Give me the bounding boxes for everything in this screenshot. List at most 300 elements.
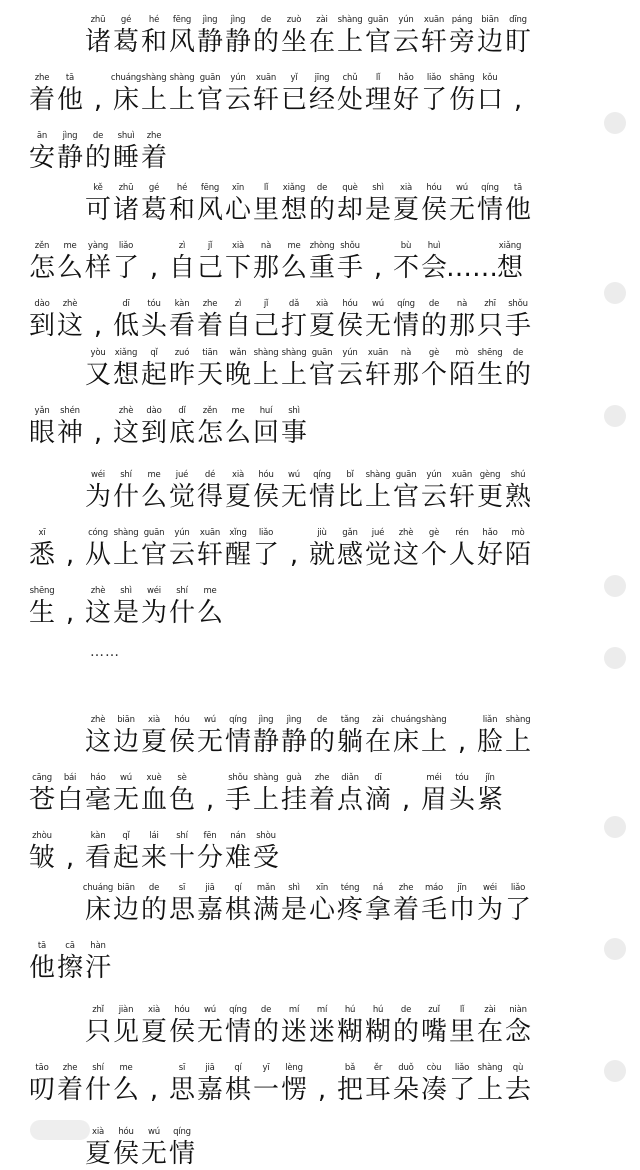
hanzi: 手	[224, 785, 251, 815]
ruby-character	[28, 772, 56, 816]
pinyin: sī	[178, 1063, 186, 1073]
hanzi: 轩	[252, 85, 279, 115]
pinyin: wéi	[483, 883, 497, 893]
pinyin: shàng	[337, 15, 363, 25]
text-line	[28, 700, 588, 758]
pinyin: hóu	[258, 470, 274, 480]
text-line	[28, 168, 588, 226]
hanzi: 起	[140, 360, 167, 390]
hanzi: ,	[373, 253, 383, 283]
ruby-character	[504, 469, 532, 513]
pinyin: de	[260, 1005, 272, 1015]
hanzi: ,	[65, 598, 75, 628]
scroll-dot[interactable]	[604, 1060, 626, 1082]
pinyin: xià	[91, 1127, 104, 1137]
pinyin: de	[428, 299, 440, 309]
hanzi: 么	[140, 482, 167, 512]
hanzi: 静	[252, 727, 279, 757]
pinyin: chuáng	[82, 883, 114, 893]
hanzi: 无	[364, 311, 391, 341]
ruby-character	[308, 527, 336, 571]
pinyin: shǒu	[228, 773, 248, 783]
pinyin: tā	[65, 73, 75, 83]
pinyin: tiān	[202, 348, 218, 358]
pinyin: qí	[234, 1063, 242, 1073]
pinyin: zài	[316, 15, 328, 25]
pinyin: jǐ	[207, 241, 213, 251]
ruby-character	[336, 772, 364, 816]
hanzi: 云	[336, 360, 363, 390]
hanzi: 云	[168, 540, 195, 570]
hanzi: 理	[364, 85, 391, 115]
hanzi: 睡	[112, 143, 139, 173]
pinyin: yǐ	[290, 73, 298, 83]
ruby-character	[112, 347, 140, 391]
ruby-character	[364, 527, 392, 571]
hanzi: 情	[476, 195, 503, 225]
hanzi: 为	[140, 598, 167, 628]
pinyin: de	[260, 15, 272, 25]
text-line	[28, 816, 588, 874]
pinyin: nà	[400, 348, 412, 358]
hanzi: 上	[336, 27, 363, 57]
pinyin: tóu	[455, 773, 469, 783]
ruby-character	[392, 882, 420, 926]
pinyin: lèng	[285, 1063, 303, 1073]
text-line	[28, 226, 588, 284]
ruby-character	[392, 240, 420, 284]
ruby-character	[56, 240, 84, 284]
pinyin: biān	[481, 15, 499, 25]
text-line	[28, 868, 588, 926]
ruby-character	[196, 405, 224, 449]
pinyin: shú	[510, 470, 526, 480]
hanzi: 眼	[28, 418, 55, 448]
pinyin: shēng	[477, 348, 503, 358]
ruby-character	[252, 469, 280, 513]
pinyin: wú	[288, 470, 300, 480]
hanzi: 轩	[364, 360, 391, 390]
ruby-character	[476, 182, 504, 226]
pinyin: méi	[426, 773, 442, 783]
hanzi: 着	[308, 785, 335, 815]
ruby-character	[504, 714, 532, 758]
ruby-character	[420, 772, 448, 816]
hanzi: 到	[140, 418, 167, 448]
ruby-character	[252, 240, 280, 284]
pinyin: qíng	[229, 715, 247, 725]
hanzi: 想	[112, 360, 139, 390]
hanzi: 诸	[112, 195, 139, 225]
ruby-character	[476, 347, 504, 391]
hanzi: 口	[476, 85, 503, 115]
hanzi: 是	[112, 598, 139, 628]
hanzi: 棋	[224, 895, 251, 925]
hanzi: 云	[224, 85, 251, 115]
ruby-character	[392, 347, 420, 391]
pinyin: xuān	[199, 528, 221, 538]
pinyin: hóu	[174, 715, 190, 725]
hanzi: 下	[224, 253, 251, 283]
ruby-character	[140, 405, 168, 449]
hanzi: 他	[28, 953, 55, 983]
hanzi: 巾	[448, 895, 475, 925]
hanzi: 他	[504, 195, 531, 225]
hanzi: 轩	[196, 540, 223, 570]
ruby-character	[84, 585, 112, 629]
ruby-character	[224, 1004, 252, 1048]
hanzi: 一	[252, 1075, 279, 1105]
pinyin: yún	[230, 73, 246, 83]
pinyin: zuó	[174, 348, 190, 358]
ruby-character	[56, 772, 84, 816]
pinyin: zhè	[398, 528, 414, 538]
ruby-character	[168, 182, 196, 226]
ruby-character	[112, 182, 140, 226]
paragraph	[28, 700, 588, 874]
ruby-character	[224, 14, 252, 58]
ruby-character	[308, 772, 336, 816]
hanzi: 夏	[84, 1139, 111, 1169]
ruby-character	[252, 1062, 280, 1106]
scroll-dot[interactable]	[604, 938, 626, 960]
ruby-character	[140, 585, 168, 629]
hanzi: 上	[168, 85, 195, 115]
ruby-character	[392, 714, 420, 758]
ruby-character	[56, 405, 84, 449]
ruby-character	[168, 1004, 196, 1048]
hanzi: 的	[252, 1017, 279, 1047]
hanzi: 陌	[448, 360, 475, 390]
ruby-character	[420, 182, 448, 226]
ruby-character	[252, 347, 280, 391]
pinyin: jǐn	[485, 773, 495, 783]
hanzi: 这	[56, 311, 83, 341]
pinyin: tā	[513, 183, 523, 193]
ruby-character	[196, 14, 224, 58]
pinyin: guān	[311, 348, 333, 358]
pinyin: zhū	[118, 183, 134, 193]
hanzi: 样	[84, 253, 111, 283]
ruby-character	[280, 527, 308, 571]
ruby-character	[28, 405, 56, 449]
hanzi: 这	[392, 540, 419, 570]
ruby-character	[140, 182, 168, 226]
pinyin: xià	[231, 241, 244, 251]
ruby-character	[448, 347, 476, 391]
hanzi: 是	[364, 195, 391, 225]
pinyin: wú	[456, 183, 468, 193]
hanzi: 静	[224, 27, 251, 57]
hanzi: 低	[112, 311, 139, 341]
scroll-dot[interactable]	[604, 282, 626, 304]
pinyin: gé	[120, 15, 132, 25]
pinyin: kàn	[174, 299, 190, 309]
hanzi: 着	[56, 1075, 83, 1105]
ruby-character	[392, 72, 420, 116]
ruby-character	[308, 882, 336, 926]
hanzi: 滴	[364, 785, 391, 815]
ruby-character	[168, 714, 196, 758]
hanzi: 上	[252, 785, 279, 815]
pinyin: wéi	[147, 586, 161, 596]
paragraph	[28, 455, 588, 629]
pinyin: zì	[178, 241, 186, 251]
ruby-character	[448, 14, 476, 58]
ruby-character	[168, 585, 196, 629]
hanzi: 躺	[336, 727, 363, 757]
ruby-character	[336, 1062, 364, 1106]
ruby-character	[476, 714, 504, 758]
pinyin: zhe	[314, 773, 330, 783]
hanzi: 糊	[364, 1017, 391, 1047]
ruby-character	[196, 585, 224, 629]
hanzi: 什	[112, 482, 139, 512]
ruby-character	[196, 240, 224, 284]
pinyin: dī	[374, 773, 382, 783]
pinyin: yún	[342, 348, 358, 358]
ruby-character	[140, 72, 168, 116]
scroll-dot[interactable]	[604, 575, 626, 597]
ruby-character	[224, 182, 252, 226]
ruby-character	[84, 772, 112, 816]
pinyin: bǐ	[346, 470, 354, 480]
text-line	[28, 513, 588, 571]
pinyin: yàng	[87, 241, 109, 251]
hanzi: 重	[308, 253, 335, 283]
pinyin: shí	[176, 586, 188, 596]
hanzi: 什	[84, 1075, 111, 1105]
pinyin: guà	[286, 773, 302, 783]
ruby-character	[392, 182, 420, 226]
ruby-character	[112, 1126, 140, 1170]
pinyin: biān	[117, 883, 135, 893]
pinyin: me	[147, 470, 161, 480]
pinyin: dào	[146, 406, 162, 416]
pinyin: mí	[316, 1005, 328, 1015]
ruby-character	[420, 14, 448, 58]
pinyin: jìng	[62, 131, 78, 141]
pinyin: téng	[340, 883, 360, 893]
pinyin: tāo	[35, 1063, 49, 1073]
hanzi: 个	[420, 540, 447, 570]
pinyin: bǎ	[344, 1063, 356, 1073]
scroll-dot[interactable]	[604, 405, 626, 427]
ruby-character	[224, 347, 252, 391]
scroll-dot[interactable]	[604, 112, 626, 134]
hanzi: 里	[448, 1017, 475, 1047]
ruby-character	[140, 882, 168, 926]
hanzi: 侯	[168, 727, 195, 757]
ruby-character	[84, 405, 112, 449]
hanzi: 葛	[112, 27, 139, 57]
ruby-character	[168, 1126, 196, 1170]
pinyin: xuān	[255, 73, 277, 83]
paragraph	[28, 168, 588, 342]
paragraph	[28, 1112, 588, 1170]
ruby-character	[112, 72, 140, 116]
hanzi: ,	[401, 785, 411, 815]
pinyin: zhè	[90, 586, 106, 596]
ruby-character	[28, 240, 56, 284]
hanzi: 回	[252, 418, 279, 448]
hanzi: 侯	[336, 311, 363, 341]
pinyin: fēn	[203, 831, 217, 841]
pinyin: zěn	[34, 241, 50, 251]
hanzi: 么	[280, 253, 307, 283]
hanzi: 点	[336, 785, 363, 815]
hanzi: 更	[476, 482, 503, 512]
pinyin: què	[342, 183, 358, 193]
ruby-character	[308, 469, 336, 513]
hanzi: 什	[168, 598, 195, 628]
text-line	[28, 455, 588, 513]
hanzi: 又	[84, 360, 111, 390]
hanzi: ,	[149, 1075, 159, 1105]
hanzi: 着	[140, 143, 167, 173]
pinyin: me	[119, 1063, 133, 1073]
ruby-character	[280, 14, 308, 58]
pinyin: shàng	[421, 715, 447, 725]
section-ellipsis: ……	[90, 644, 120, 660]
hanzi: 床	[392, 727, 419, 757]
ruby-character	[336, 714, 364, 758]
hanzi: 的	[308, 195, 335, 225]
ruby-character	[280, 469, 308, 513]
hanzi: 侯	[112, 1139, 139, 1169]
hanzi: 疼	[336, 895, 363, 925]
ruby-character	[420, 240, 448, 284]
ruby-character	[364, 240, 392, 284]
hanzi: 坐	[280, 27, 307, 57]
pinyin: shāng	[449, 73, 475, 83]
scroll-dot[interactable]	[604, 816, 626, 838]
pinyin: hóu	[342, 299, 358, 309]
ruby-character	[504, 1004, 532, 1048]
hanzi: 么	[196, 598, 223, 628]
pinyin: de	[400, 1005, 412, 1015]
pinyin: gèng	[479, 470, 501, 480]
ruby-character	[448, 772, 476, 816]
pinyin: me	[231, 406, 245, 416]
ruby-character	[504, 882, 532, 926]
scroll-dot[interactable]	[604, 647, 626, 669]
ruby-character	[392, 469, 420, 513]
pinyin: hàn	[90, 941, 106, 951]
hanzi: 苍	[28, 785, 55, 815]
hanzi: 来	[140, 843, 167, 873]
hanzi: 己	[252, 311, 279, 341]
hanzi: 上	[280, 360, 307, 390]
hanzi: 就	[308, 540, 335, 570]
pinyin: qíng	[481, 183, 499, 193]
pinyin: yòu	[90, 348, 106, 358]
hanzi: 起	[112, 843, 139, 873]
hanzi: 夏	[140, 727, 167, 757]
pinyin: liǎn	[482, 715, 498, 725]
ruby-character	[280, 1004, 308, 1048]
ruby-character	[448, 72, 476, 116]
ruby-character	[364, 714, 392, 758]
ruby-character	[168, 772, 196, 816]
ruby-character	[84, 1004, 112, 1048]
pinyin: hǎo	[482, 528, 498, 538]
ruby-character	[112, 240, 140, 284]
pinyin: fēng	[200, 183, 220, 193]
hanzi: ,	[65, 843, 75, 873]
ruby-character	[448, 1004, 476, 1048]
pinyin: yī	[262, 1063, 270, 1073]
ruby-character	[252, 1004, 280, 1048]
ruby-character	[224, 1062, 252, 1106]
hanzi: 上	[364, 482, 391, 512]
hanzi: 自	[224, 311, 251, 341]
hanzi: 风	[168, 27, 195, 57]
ruby-character	[448, 527, 476, 571]
pinyin: guān	[143, 528, 165, 538]
pinyin: qí	[234, 883, 242, 893]
hanzi: 了	[504, 895, 531, 925]
hanzi: 汗	[84, 953, 111, 983]
text-line	[28, 0, 588, 58]
ruby-character	[476, 1062, 504, 1106]
pinyin: tǎng	[340, 715, 360, 725]
hanzi: 处	[336, 85, 363, 115]
hanzi: 朵	[392, 1075, 419, 1105]
pinyin: zì	[234, 299, 242, 309]
ruby-character	[308, 182, 336, 226]
ruby-character	[336, 72, 364, 116]
hanzi: 这	[84, 727, 111, 757]
pinyin: kě	[93, 183, 103, 193]
pinyin: shí	[120, 470, 132, 480]
hanzi: 和	[140, 27, 167, 57]
ruby-character	[84, 940, 112, 984]
hanzi: 着	[196, 311, 223, 341]
ruby-character	[224, 72, 252, 116]
ruby-character	[112, 1062, 140, 1106]
pinyin: jiù	[317, 528, 327, 538]
hanzi: 想	[496, 253, 523, 283]
text-line	[28, 116, 588, 174]
hanzi: 这	[112, 418, 139, 448]
pinyin: biān	[117, 715, 135, 725]
ruby-character	[196, 469, 224, 513]
pinyin: jìng	[230, 15, 246, 25]
ruby-character	[28, 1062, 56, 1106]
hanzi: ,	[289, 540, 299, 570]
hanzi: 醒	[224, 540, 251, 570]
pinyin: shàng	[169, 73, 195, 83]
ruby-character	[308, 72, 336, 116]
hanzi: 里	[252, 195, 279, 225]
ruby-character	[280, 405, 308, 449]
ruby-character	[168, 240, 196, 284]
pinyin: qǐ	[150, 348, 158, 358]
pinyin: rén	[455, 528, 469, 538]
pinyin: shí	[92, 1063, 104, 1073]
pinyin: jiā	[205, 883, 215, 893]
ruby-character	[476, 72, 504, 116]
hanzi: 无	[196, 727, 223, 757]
pinyin: xià	[231, 470, 244, 480]
hanzi: 上	[504, 727, 531, 757]
pinyin: shàng	[253, 348, 279, 358]
pinyin: sī	[178, 883, 186, 893]
ruby-character	[28, 585, 56, 629]
hanzi: 了	[112, 253, 139, 283]
ruby-character	[112, 714, 140, 758]
